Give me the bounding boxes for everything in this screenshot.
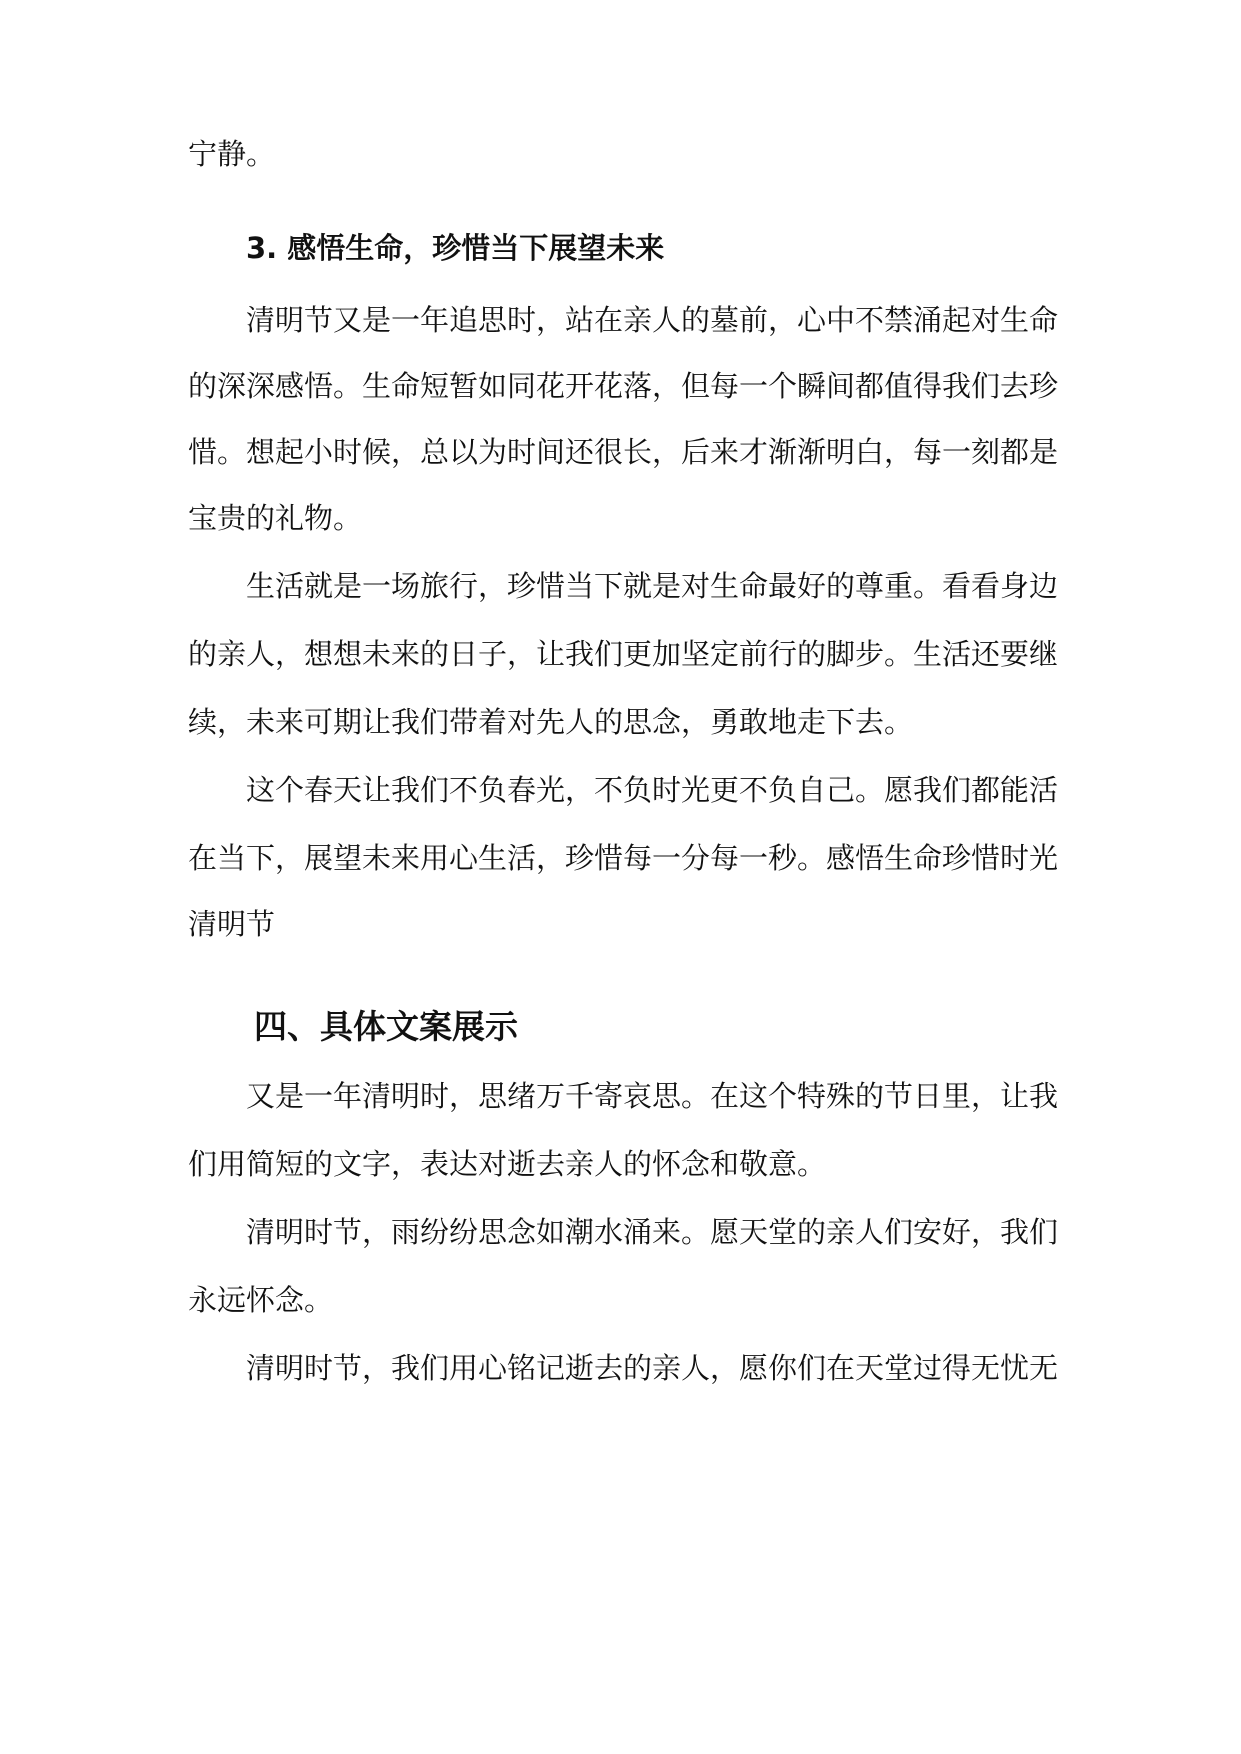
section-4-p3-line-1: 清明时节，我们用心铭记逝去的亲人，愿你们在天堂过得无忧无 bbox=[246, 1351, 1059, 1385]
section-4-p2-line-2: 永远怀念。 bbox=[188, 1283, 334, 1317]
section-3-p1-line-1: 清明节又是一年追思时，站在亲人的墓前，心中不禁涌起对生命 bbox=[246, 303, 1059, 337]
section-4-p1-line-1: 又是一年清明时，思绪万千寄哀思。在这个特殊的节日里，让我 bbox=[246, 1079, 1059, 1113]
section-3-p1-line-3: 惜。想起小时候，总以为时间还很长，后来才渐渐明白，每一刻都是 bbox=[188, 435, 1059, 469]
section-3-p2-line-2: 的亲人，想想未来的日子，让我们更加坚定前行的脚步。生活还要继 bbox=[188, 637, 1059, 671]
paragraph-tail-line: 宁静。 bbox=[188, 137, 276, 171]
section-4-p1-line-2: 们用简短的文字，表达对逝去亲人的怀念和敬意。 bbox=[188, 1147, 827, 1181]
section-4-p2-line-1: 清明时节，雨纷纷思念如潮水涌来。愿天堂的亲人们安好，我们 bbox=[246, 1215, 1059, 1249]
section-3-heading: 3. 感悟生命，珍惜当下展望未来 bbox=[246, 231, 665, 265]
section-4-heading: 四、具体文案展示 bbox=[254, 1007, 518, 1046]
section-3-p2-line-1: 生活就是一场旅行，珍惜当下就是对生命最好的尊重。看看身边 bbox=[246, 569, 1059, 603]
section-3-p2-line-3: 续，未来可期让我们带着对先人的思念，勇敢地走下去。 bbox=[188, 705, 914, 739]
section-3-p1-line-2: 的深深感悟。生命短暂如同花开花落，但每一个瞬间都值得我们去珍 bbox=[188, 369, 1059, 403]
section-3-p3-line-2: 在当下，展望未来用心生活，珍惜每一分每一秒。感悟生命珍惜时光 bbox=[188, 841, 1059, 875]
section-3-p1-line-4: 宝贵的礼物。 bbox=[188, 501, 363, 535]
section-3-p3-line-3: 清明节 bbox=[188, 907, 276, 941]
section-3-p3-line-1: 这个春天让我们不负春光，不负时光更不负自己。愿我们都能活 bbox=[246, 773, 1059, 807]
